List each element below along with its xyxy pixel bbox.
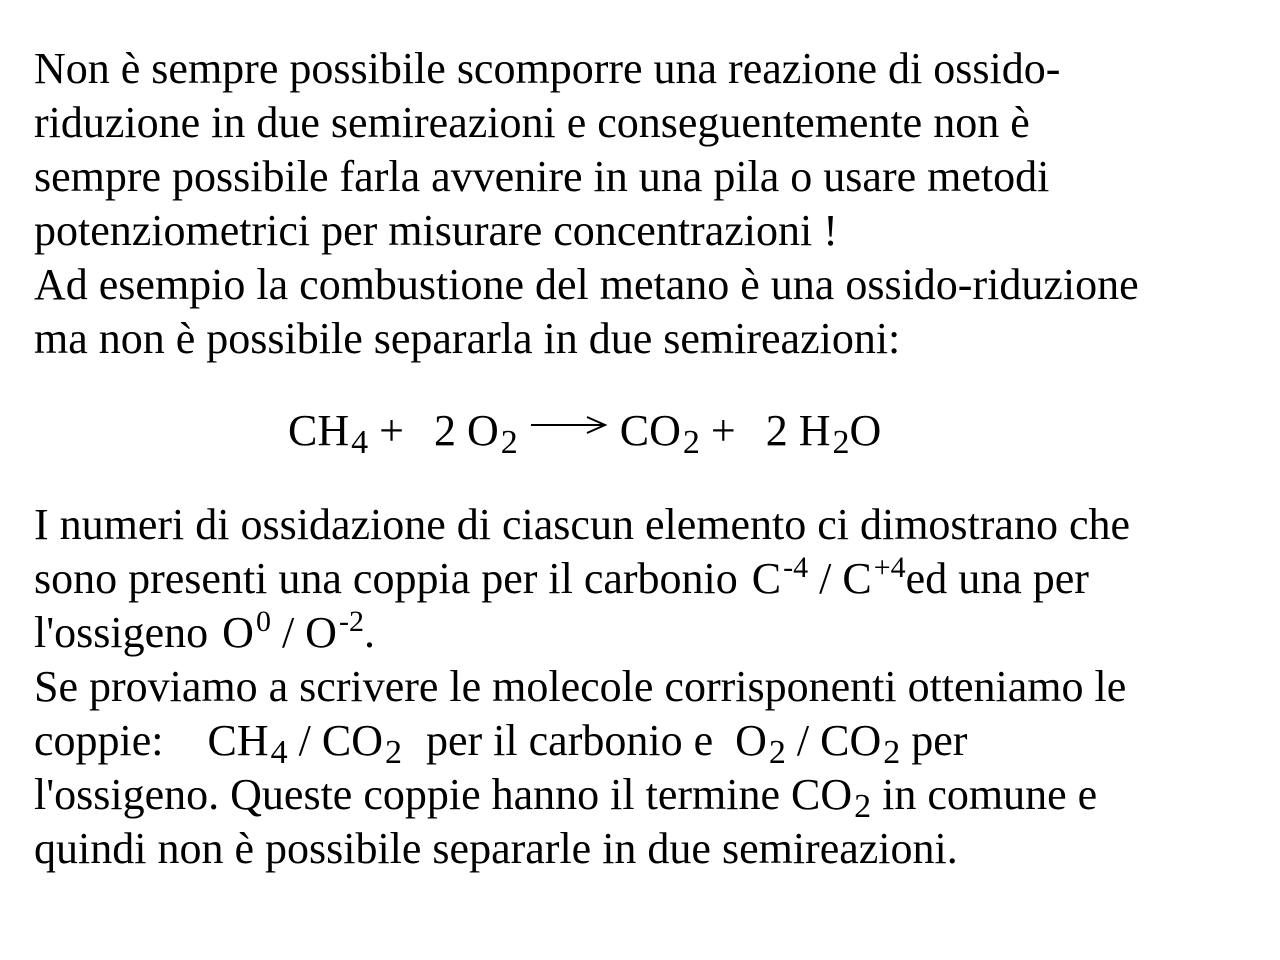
- oxidation-line-1: I numeri di ossidazione di ciascun elemento ci dimostrano che: [34, 500, 1131, 549]
- methane-formula: CH4: [288, 406, 369, 461]
- plus-sign: +: [710, 406, 736, 455]
- pairs-line-3: l'ossigeno. Queste coppie hanno il termine CO2 in comune e: [34, 770, 1098, 825]
- carbon-dioxide-formula: CO2: [619, 406, 700, 461]
- pairs-line-4: quindi non è possibile separarle in due semireazioni.: [34, 824, 958, 873]
- carbon-minus4: $C^{-4}$: [751, 551, 809, 603]
- methane-combustion-equation: [288, 404, 881, 462]
- carbon-pair: CH4 / CO2: [207, 716, 402, 771]
- plus-sign: +: [379, 406, 404, 455]
- oxygen-formula: 2 O2: [433, 406, 518, 461]
- pairs-line-2: coppie: CH4 / CO2 per il carbonio e O2 / CO2 per: [34, 716, 968, 771]
- intro-line-6: ma non è possibile separarla in due semireazioni:: [34, 314, 901, 363]
- oxygen-pair: O2 / CO2: [735, 716, 901, 771]
- intro-line-1: Non è sempre possibile scomporre una reazione di ossido-: [34, 44, 1061, 93]
- intro-line-2: riduzione in due semireazioni e conseguentemente non è: [34, 98, 1030, 147]
- carbon-plus4: $C^{+4}$: [842, 551, 906, 603]
- water-formula: 2 H2O: [765, 406, 882, 461]
- intro-line-3: sempre possibile farla avvenire in una pila o usare metodi: [34, 152, 1050, 201]
- intro-line-5: Ad esempio la combustione del metano è una ossido-riduzione: [34, 260, 1139, 309]
- oxygen-minus2: $O^{-2}$: [305, 605, 364, 657]
- reaction-arrow-icon: [529, 410, 609, 440]
- pairs-line-1: Se proviamo a scrivere le molecole corrisponenti otteniamo le: [34, 662, 1127, 711]
- oxidation-line-3: l'ossigeno $O^0 / O^{-2}$.: [34, 605, 375, 657]
- oxygen-zero: $O^0$: [222, 605, 271, 657]
- oxidation-line-2: sono presenti una coppia per il carbonio $C^{-4} / C^{+4}ed$ una per: [34, 551, 1089, 603]
- intro-line-4: potenziometrici per misurare concentrazioni !: [34, 206, 838, 255]
- common-term: CO2: [790, 770, 872, 825]
